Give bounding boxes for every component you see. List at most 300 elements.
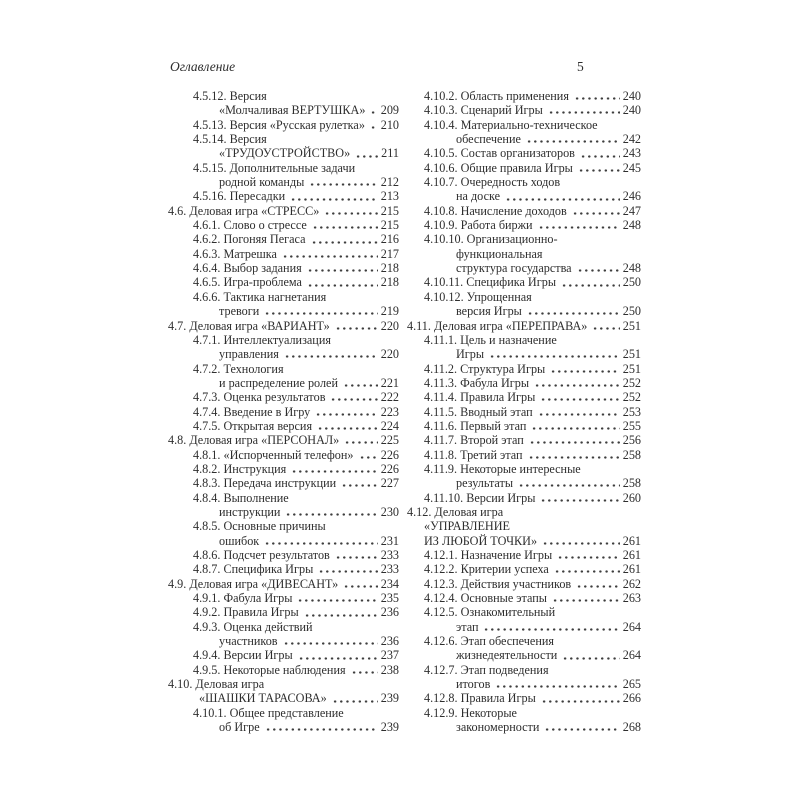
toc-entry-page: 215 <box>380 218 399 233</box>
toc-entry <box>166 534 399 548</box>
toc-entry-text: 4.10.1. Общее представление <box>193 705 344 720</box>
dot-leader <box>561 275 620 289</box>
page-number: 5 <box>577 59 584 74</box>
dot-leader <box>576 577 620 591</box>
dot-leader <box>285 505 377 519</box>
toc-entry-text: ИЗ ЛЮБОЙ ТОЧКИ» <box>424 533 538 548</box>
toc-entry <box>166 720 399 734</box>
dot-leader <box>518 476 620 490</box>
toc-entry <box>405 663 641 677</box>
toc-entry-page: 242 <box>622 132 641 147</box>
toc-entry <box>166 103 399 117</box>
toc-entry-text: инструкции <box>219 504 281 519</box>
toc-entry-text: 4.6.5. Игра-проблема <box>193 275 302 290</box>
toc-entry-text: 4.10.5. Состав организаторов <box>424 146 575 161</box>
dot-leader <box>283 634 378 648</box>
toc-entry <box>166 491 399 505</box>
toc-entry <box>405 706 641 720</box>
toc-entry-page: 253 <box>622 404 641 419</box>
dot-leader <box>307 275 378 289</box>
toc-entry <box>405 677 641 691</box>
toc-entry-text: 4.6.1. Слово о стрессе <box>193 218 307 233</box>
toc-entry-page: 239 <box>380 691 399 706</box>
toc-entry-text: 4.8.6. Подсчет результатов <box>193 548 330 562</box>
dot-leader <box>351 663 378 677</box>
toc-entry-text: 4.11.4. Правила Игры <box>424 390 536 405</box>
toc-entry-text: структура государства <box>456 261 572 276</box>
dot-leader <box>552 591 620 605</box>
toc-entry <box>405 89 641 103</box>
toc-entry-text: управления <box>219 347 279 362</box>
toc-entry <box>166 146 399 160</box>
toc-entry-page: 252 <box>622 390 641 405</box>
dot-leader <box>550 362 619 376</box>
toc-entry-page: 238 <box>380 662 399 677</box>
toc-entry-page: 216 <box>380 232 399 247</box>
toc-entry <box>405 347 641 361</box>
toc-entry <box>405 419 641 433</box>
toc-entry <box>405 648 641 662</box>
toc-entry <box>166 663 399 677</box>
dot-leader <box>332 691 378 705</box>
toc-entry <box>405 562 641 576</box>
toc-entry-page: 251 <box>622 361 641 376</box>
toc-entry-page: 248 <box>622 261 641 276</box>
dot-leader <box>580 146 620 160</box>
toc-entry-page: 217 <box>380 246 399 261</box>
toc-entry-page: 211 <box>381 146 399 161</box>
toc-entry-text: родной команды <box>219 175 305 190</box>
toc-entry-text: 4.8.3. Передача инструкции <box>193 476 337 491</box>
toc-entry-text: 4.6.6. Тактика нагнетания <box>193 289 327 304</box>
toc-entry-page: 224 <box>380 418 399 433</box>
toc-entry <box>166 362 399 376</box>
dot-leader <box>343 577 377 591</box>
toc-column-left <box>166 89 399 734</box>
dot-leader <box>495 677 619 691</box>
toc-entry <box>405 448 641 462</box>
toc-entry-text: 4.5.13. Версия «Русская рулетка» <box>193 117 365 132</box>
toc-entry-page: 213 <box>380 189 399 204</box>
toc-entry-text: 4.10.4. Материально-техническое <box>424 117 598 132</box>
toc-entry-text: 4.8.4. Выполнение <box>193 490 289 505</box>
toc-entry-text: 4.12.6. Этап обеспечения <box>424 634 554 649</box>
toc-entry <box>166 290 399 304</box>
toc-entry <box>405 519 641 533</box>
toc-entry-text: результаты <box>456 476 514 491</box>
toc-entry-page: 212 <box>380 175 399 190</box>
toc-entry-text: 4.12.4. Основные этапы <box>424 591 547 606</box>
toc-entry <box>166 648 399 662</box>
toc-entry-text: 4.11.8. Третий этап <box>424 447 523 462</box>
toc-entry <box>166 189 399 203</box>
toc-entry-text: 4.11.6. Первый этап <box>424 418 527 433</box>
toc-entry-text: 4.12.5. Ознакомительный <box>424 605 556 620</box>
toc-entry <box>405 505 641 519</box>
toc-entry <box>166 275 399 289</box>
toc-entry <box>405 103 641 117</box>
toc-entry-text: 4.10.11. Специфика Игры <box>424 275 557 290</box>
toc-entry-text: 4.11.2. Структура Игры <box>424 361 546 376</box>
toc-entry <box>405 462 641 476</box>
toc-entry-text: 4.12.1. Назначение Игры <box>424 548 553 562</box>
dot-leader <box>344 433 377 447</box>
dot-leader <box>370 118 378 132</box>
toc-entry-page: 261 <box>622 548 641 562</box>
toc-entry-page: 261 <box>622 562 641 577</box>
toc-entry-page: 220 <box>380 347 399 362</box>
toc-entry <box>166 548 399 562</box>
toc-entry <box>405 720 641 734</box>
toc-entry <box>166 247 399 261</box>
toc-entry-text: итогов <box>456 677 491 692</box>
dot-leader <box>370 103 377 117</box>
toc-entry <box>405 118 641 132</box>
dot-leader <box>592 319 619 333</box>
toc-entry-text: закономерности <box>456 720 540 735</box>
dot-leader <box>534 376 620 390</box>
toc-entry-text: 4.6. Деловая игра «СТРЕСС» <box>168 203 320 218</box>
dot-leader <box>307 261 378 275</box>
toc-entry-text: тревоги <box>219 304 260 319</box>
dot-leader <box>544 720 619 734</box>
dot-leader <box>540 390 619 404</box>
toc-entry-text: 4.11.7. Второй этап <box>424 433 524 448</box>
toc-entry <box>166 519 399 533</box>
toc-entry <box>166 232 399 246</box>
toc-entry <box>405 319 641 333</box>
toc-entry-page: 226 <box>380 447 399 462</box>
dot-leader <box>577 261 620 275</box>
toc-entry <box>166 677 399 691</box>
toc-entry-text: 4.9.4. Версии Игры <box>193 648 293 663</box>
toc-entry <box>166 448 399 462</box>
toc-entry-page: 265 <box>622 677 641 692</box>
toc-entry-text: 4.10.12. Упрощенная <box>424 289 532 304</box>
dot-leader <box>531 419 619 433</box>
toc-entry-page: 251 <box>622 318 641 333</box>
toc-entry-text: 4.7.5. Открытая версия <box>193 418 313 433</box>
toc-entry-text: 4.12. Деловая игра <box>407 504 504 519</box>
toc-entry-text: на доске <box>456 189 501 204</box>
toc-entry-text: 4.11.3. Фабула Игры <box>424 375 530 390</box>
toc-entry <box>405 275 641 289</box>
toc-entry-text: 4.10.3. Сценарий Игры <box>424 103 543 118</box>
toc-entry <box>405 218 641 232</box>
toc-entry-page: 240 <box>622 103 641 118</box>
toc-entry-page: 225 <box>380 433 399 448</box>
toc-entry-page: 255 <box>622 418 641 433</box>
toc-entry-text: ошибок <box>219 533 260 548</box>
toc-entry-text: обеспечение <box>456 132 521 147</box>
toc-entry-text: этап <box>456 619 479 634</box>
toc-entry-page: 221 <box>380 375 399 390</box>
toc-entry <box>166 419 399 433</box>
toc-entry-page: 263 <box>622 591 641 606</box>
toc-entry-page: 235 <box>380 591 399 606</box>
toc-entry <box>166 591 399 605</box>
toc-entry-text: 4.9.2. Правила Игры <box>193 605 299 620</box>
toc-entry-page: 233 <box>380 562 399 577</box>
toc-entry-text: 4.6.2. Погоняя Пегаса <box>193 232 306 247</box>
toc-entry <box>166 577 399 591</box>
toc-entry-text: 4.9.1. Фабула Игры <box>193 591 293 606</box>
dot-leader <box>538 405 620 419</box>
toc-entry <box>166 333 399 347</box>
toc-entry-text: «ШАШКИ ТАРАСОВА» <box>199 691 327 706</box>
dot-leader <box>554 562 620 576</box>
toc-entry-text: «Молчаливая ВЕРТУШКА» <box>219 103 366 118</box>
toc-entry-text: 4.12.7. Этап подведения <box>424 662 549 677</box>
toc-entry-page: 256 <box>622 433 641 448</box>
dot-leader <box>265 720 378 734</box>
toc-entry <box>405 405 641 419</box>
toc-entry-text: Игры <box>456 347 485 362</box>
dot-leader <box>315 405 377 419</box>
dot-leader <box>557 548 620 562</box>
dot-leader <box>541 691 620 705</box>
toc-entry <box>405 634 641 648</box>
dot-leader <box>528 448 620 462</box>
toc-entry <box>405 620 641 634</box>
toc-entry <box>166 390 399 404</box>
toc-entry-text: 4.10. Деловая игра <box>168 677 265 692</box>
toc-entry-text: 4.10.10. Организационно- <box>424 232 558 247</box>
toc-entry-text: жизнедеятельности <box>456 648 558 663</box>
toc-entry-text: 4.6.4. Выбор задания <box>193 261 302 276</box>
toc-entry-text: 4.11.10. Версии Игры <box>424 490 536 505</box>
toc-entry-page: 222 <box>380 390 399 405</box>
toc-entry <box>166 89 399 103</box>
dot-leader <box>335 548 378 562</box>
toc-entry-text: 4.9.3. Оценка действий <box>193 619 313 634</box>
toc-entry-page: 243 <box>622 146 641 161</box>
toc-entry-page: 264 <box>622 619 641 634</box>
toc-entry <box>166 462 399 476</box>
toc-entry-page: 236 <box>380 634 399 649</box>
dot-leader <box>355 146 378 160</box>
toc-entry <box>405 161 641 175</box>
toc-entry-page: 264 <box>622 648 641 663</box>
dot-leader <box>298 648 378 662</box>
toc-entry <box>166 304 399 318</box>
dot-leader <box>548 103 620 117</box>
page-heading: Оглавление <box>170 59 236 74</box>
dot-leader <box>529 433 620 447</box>
dot-leader <box>562 648 619 662</box>
toc-entry-page: 258 <box>622 476 641 491</box>
dot-leader <box>324 204 377 218</box>
toc-entry-page: 252 <box>622 375 641 390</box>
toc-entry-text: 4.11.5. Вводный этап <box>424 404 533 419</box>
toc-entry-page: 218 <box>380 275 399 290</box>
toc-entry-text: 4.8. Деловая игра «ПЕРСОНАЛ» <box>168 433 340 448</box>
toc-entry-text: 4.7.4. Введение в Игру <box>193 404 311 419</box>
toc-entry-page: 251 <box>622 347 641 362</box>
toc-entry-page: 233 <box>380 548 399 562</box>
toc-entry-text: 4.7. Деловая игра «ВАРИАНТ» <box>168 318 330 333</box>
toc-entry <box>405 605 641 619</box>
toc-entry <box>405 146 641 160</box>
dot-leader <box>527 304 620 318</box>
toc-entry-text: 4.8.2. Инструкция <box>193 461 287 476</box>
dot-leader <box>297 591 377 605</box>
toc-entry-page: 248 <box>622 218 641 233</box>
toc-entry-text: 4.8.5. Основные причины <box>193 519 326 534</box>
toc-entry-text: 4.9. Деловая игра «ДИВЕСАНТ» <box>168 576 339 591</box>
toc-entry-page: 250 <box>622 275 641 290</box>
toc-entry-text: 4.6.3. Матрешка <box>193 246 277 261</box>
toc-entry-text: об Игре <box>219 720 260 735</box>
toc-entry-text: 4.12.8. Правила Игры <box>424 691 536 706</box>
toc-entry-text: 4.5.14. Версия <box>193 132 267 147</box>
dot-leader <box>282 247 378 261</box>
toc-entry <box>405 247 641 261</box>
toc-entry <box>166 376 399 390</box>
toc-entry <box>405 333 641 347</box>
toc-entry-page: 258 <box>622 447 641 462</box>
toc-entry-text: и распределение ролей <box>219 375 338 390</box>
toc-entry-text: 4.7.2. Технология <box>193 361 284 376</box>
dot-leader <box>574 89 620 103</box>
toc-entry-text: версия Игры <box>456 304 522 319</box>
toc-entry <box>166 204 399 218</box>
toc-entry-page: 237 <box>380 648 399 663</box>
dot-leader <box>284 347 378 361</box>
toc-entry-page: 266 <box>622 691 641 706</box>
dot-leader <box>578 161 620 175</box>
dot-leader <box>330 390 377 404</box>
dot-leader <box>264 534 378 548</box>
toc-entry <box>405 376 641 390</box>
toc-entry-text: 4.10.2. Область применения <box>424 89 569 103</box>
dot-leader <box>540 491 619 505</box>
toc-entry-page: 239 <box>380 720 399 735</box>
toc-entry-text: 4.5.15. Дополнительные задачи <box>193 160 356 175</box>
toc-entry <box>405 433 641 447</box>
toc-entry-page: 260 <box>622 490 641 505</box>
dot-leader <box>489 347 620 361</box>
dot-leader <box>318 562 377 576</box>
dot-leader <box>304 605 378 619</box>
toc-entry-page: 226 <box>380 461 399 476</box>
toc-entry-text: «ТРУДОУСТРОЙСТВО» <box>219 146 351 161</box>
toc-entry-text: 4.10.9. Работа биржи <box>424 218 533 233</box>
toc-entry <box>405 132 641 146</box>
toc-entry <box>405 204 641 218</box>
toc-entry-page: 230 <box>380 504 399 519</box>
toc-entry-page: 234 <box>380 576 399 591</box>
toc-entry-page: 245 <box>622 160 641 175</box>
dot-leader <box>341 476 378 490</box>
toc-entry-text: 4.5.16. Пересадки <box>193 189 286 204</box>
toc-entry-text: 4.11. Деловая игра «ПЕРЕПРАВА» <box>407 318 588 333</box>
toc-entry <box>166 605 399 619</box>
toc-entry-page: 223 <box>380 404 399 419</box>
toc-entry <box>405 476 641 490</box>
toc-entry <box>405 232 641 246</box>
toc-entry <box>166 132 399 146</box>
toc-entry <box>166 620 399 634</box>
toc-entry-text: «УПРАВЛЕНИЕ <box>424 519 510 534</box>
toc-entry-text: 4.12.2. Критерии успеха <box>424 562 549 577</box>
toc-entry <box>405 304 641 318</box>
dot-leader <box>359 448 378 462</box>
toc-entry <box>405 362 641 376</box>
toc-entry-page: 231 <box>380 533 399 548</box>
toc-entry-page: 240 <box>622 89 641 103</box>
toc-entry <box>166 319 399 333</box>
toc-entry-text: 4.11.9. Некоторые интересные <box>424 461 581 476</box>
toc-entry <box>405 390 641 404</box>
toc-entry-text: 4.10.8. Начисление доходов <box>424 203 567 218</box>
toc-entry-text: участников <box>219 634 278 649</box>
dot-leader <box>526 132 620 146</box>
toc-entry <box>166 476 399 490</box>
toc-entry-page: 209 <box>380 103 399 118</box>
dot-leader <box>291 462 377 476</box>
toc-entry <box>166 161 399 175</box>
toc-entry <box>166 691 399 705</box>
dot-leader <box>538 218 620 232</box>
dot-leader <box>312 218 378 232</box>
toc-entry-page: 247 <box>622 203 641 218</box>
toc-entry <box>166 218 399 232</box>
toc-entry-text: функциональная <box>456 246 543 261</box>
dot-leader <box>343 376 378 390</box>
toc-entry <box>405 189 641 203</box>
toc-column-right <box>405 89 641 734</box>
dot-leader <box>317 419 378 433</box>
toc-entry <box>166 505 399 519</box>
toc-entry-text: 4.12.9. Некоторые <box>424 705 517 720</box>
toc-entry-page: 250 <box>622 304 641 319</box>
toc-entry <box>166 562 399 576</box>
dot-leader <box>572 204 620 218</box>
toc-entry-text: 4.12.3. Действия участников <box>424 576 572 591</box>
toc-entry <box>405 290 641 304</box>
toc-entry <box>405 491 641 505</box>
toc-entry-text: 4.10.7. Очередность ходов <box>424 175 561 190</box>
dot-leader <box>309 175 377 189</box>
dot-leader <box>335 319 378 333</box>
toc-entry-text: 4.7.1. Интеллектуализация <box>193 332 331 347</box>
dot-leader <box>311 232 378 246</box>
dot-leader <box>505 189 620 203</box>
toc-entry <box>166 261 399 275</box>
toc-entry <box>405 548 641 562</box>
toc-entry-text: 4.9.5. Некоторые наблюдения <box>193 662 346 677</box>
toc-entry <box>405 591 641 605</box>
toc-entry <box>166 634 399 648</box>
toc-entry-page: 262 <box>622 576 641 591</box>
toc-entry-text: 4.8.7. Специфика Игры <box>193 562 314 577</box>
toc-entry <box>405 261 641 275</box>
toc-entry-text: 4.11.1. Цель и назначение <box>424 332 557 347</box>
toc-entry-page: 246 <box>622 189 641 204</box>
dot-leader <box>264 304 377 318</box>
toc-entry <box>166 405 399 419</box>
toc-entry-text: 4.8.1. «Испорченный телефон» <box>193 447 354 462</box>
toc-entry-page: 219 <box>380 304 399 319</box>
dot-leader <box>290 189 378 203</box>
toc-entry-page: 220 <box>380 318 399 333</box>
toc-entry-page: 218 <box>380 261 399 276</box>
toc-entry <box>166 706 399 720</box>
toc-entry <box>405 175 641 189</box>
toc-entry <box>405 534 641 548</box>
toc-entry <box>166 347 399 361</box>
